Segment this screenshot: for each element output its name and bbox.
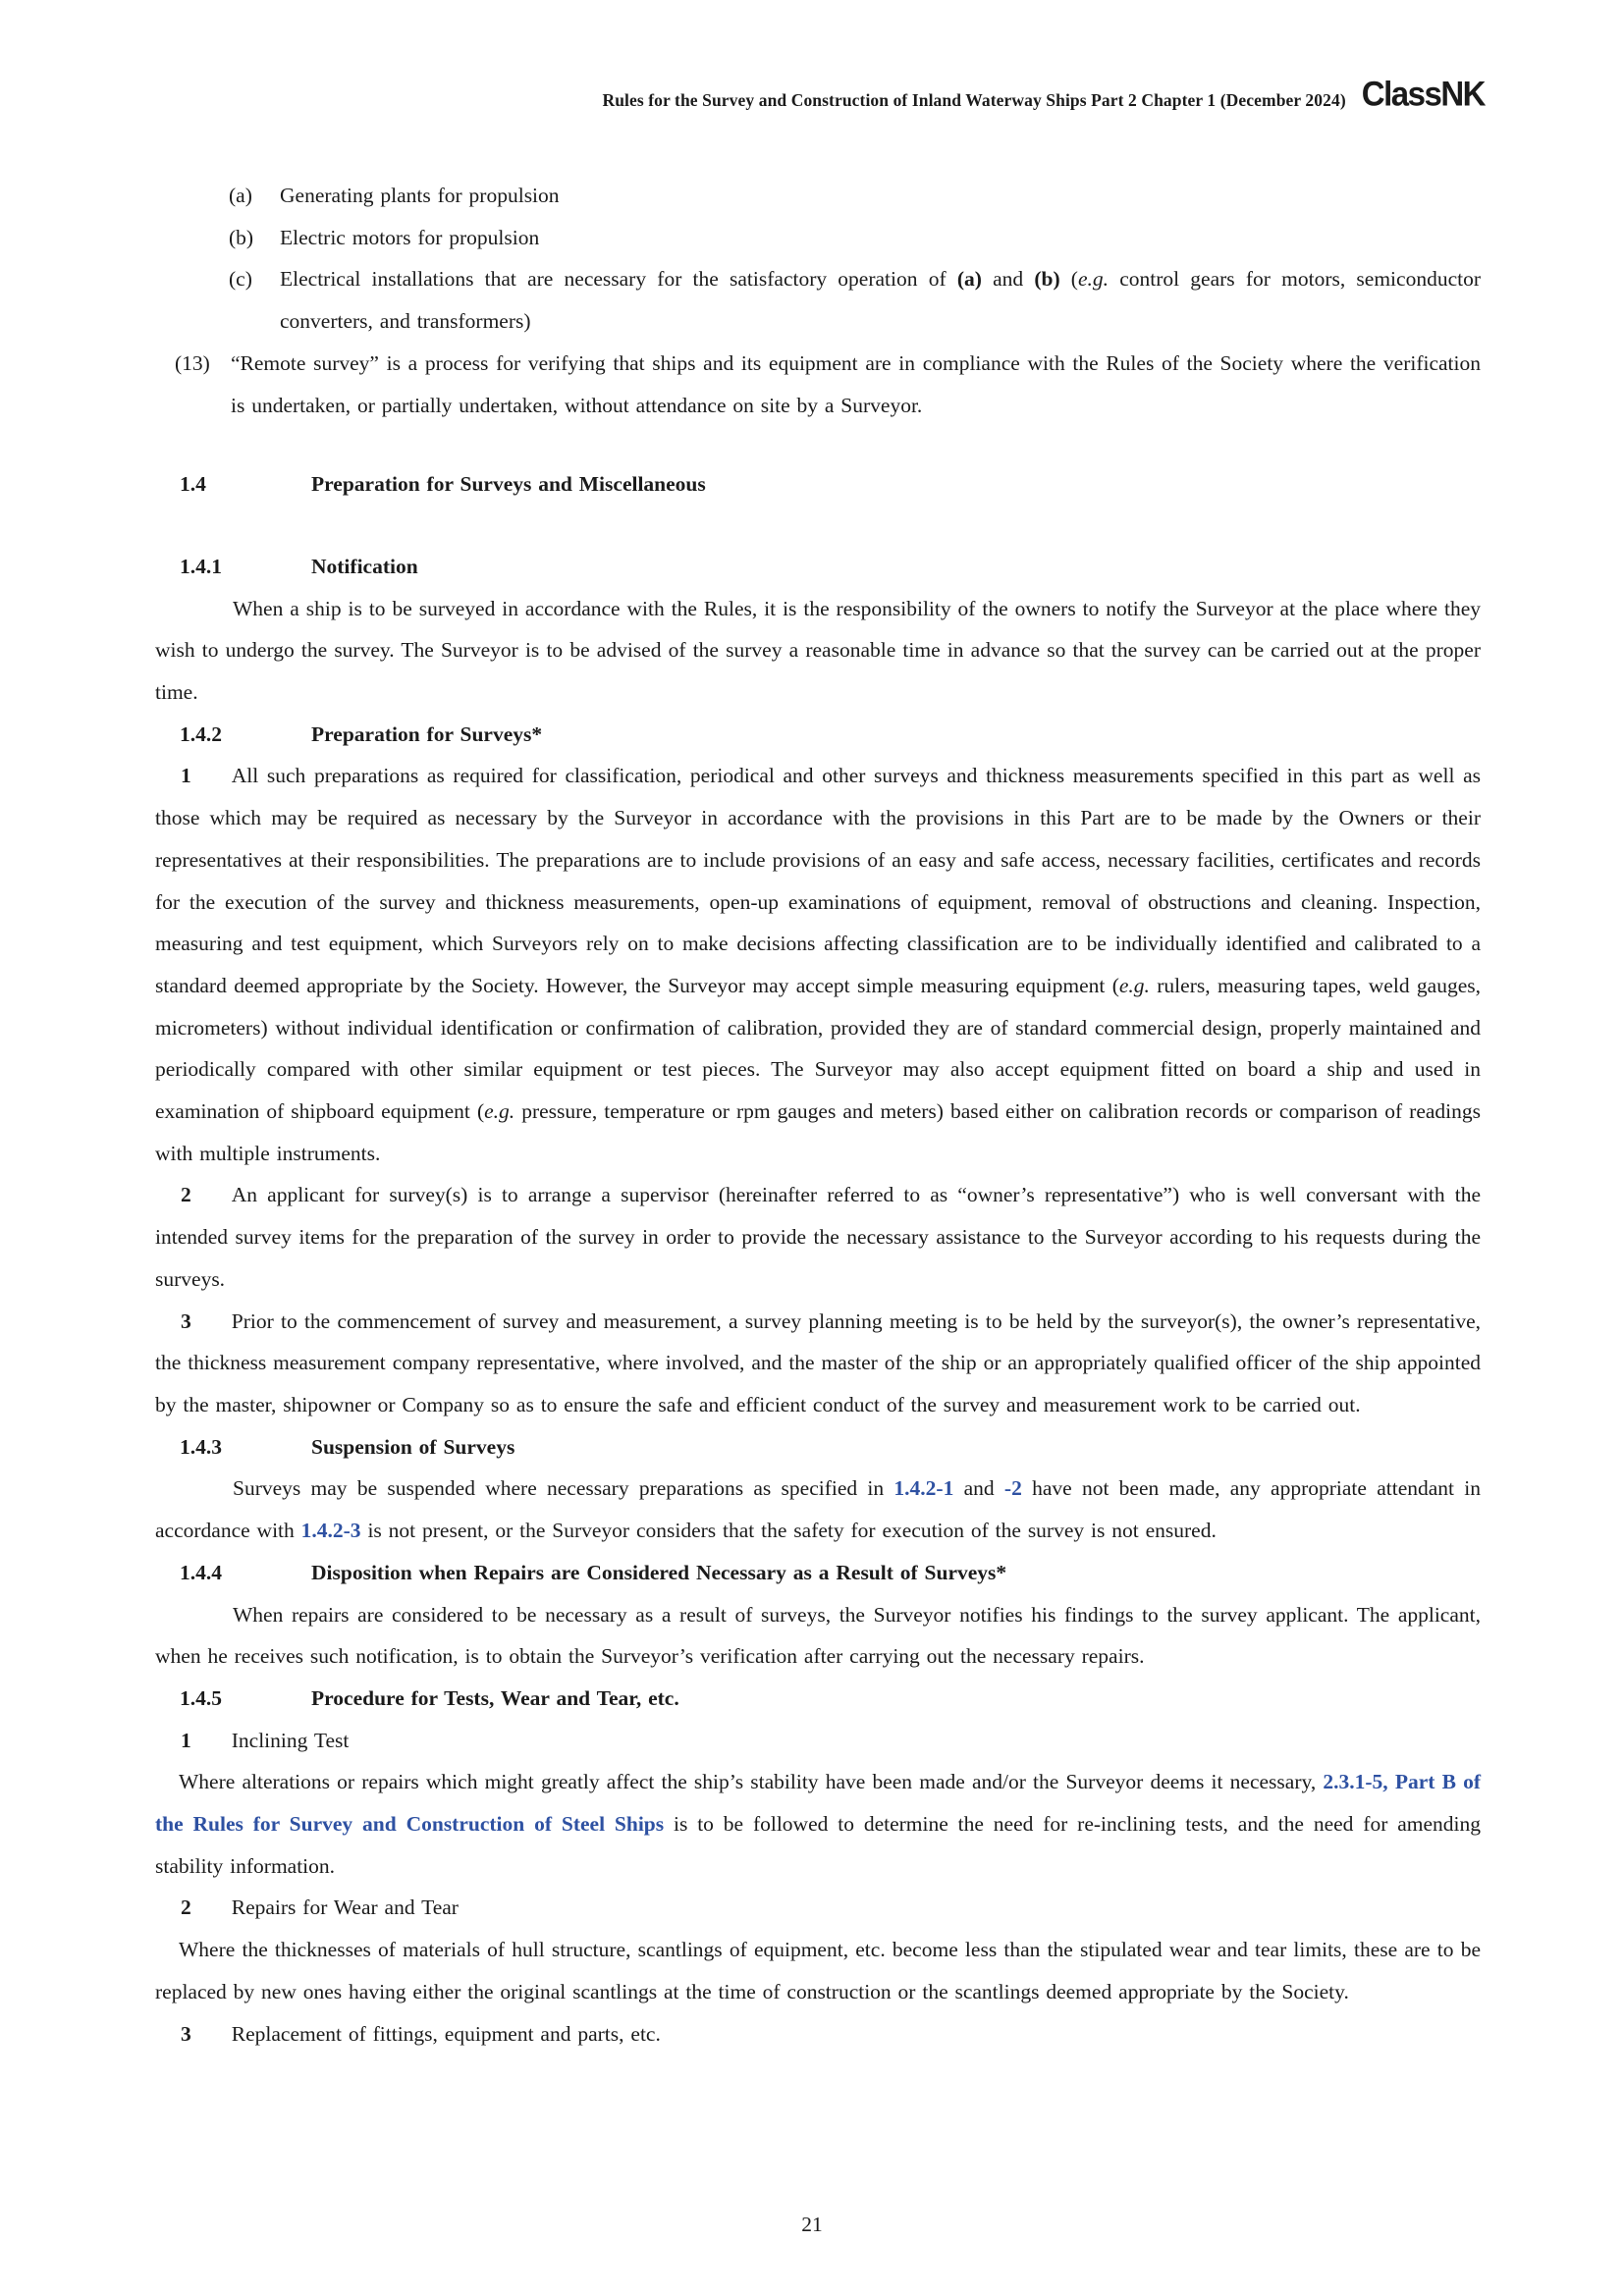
list-item-label: (b) (229, 225, 254, 249)
subitem-number: 2 (181, 1896, 191, 1920)
section-heading-1-4 (180, 463, 1481, 506)
list-item-a (155, 175, 1481, 217)
list-item-b (155, 217, 1481, 259)
subitem-inclining-test (155, 1720, 1481, 1762)
section-title: Preparation for Surveys and Miscellaneous (311, 472, 706, 497)
section-number: 1.4.3 (180, 1434, 222, 1459)
section-number: 1.4.1 (180, 554, 222, 578)
paragraph-notification: When a ship is to be surveyed in accordance with the Rules, it is the responsibility of the owners to notify the Surveyor at the place where they wish to undergo the survey. The Surveyor is to be advised of the survey a reasonable time in advance so that the survey can be carried out at the proper time. (155, 596, 1481, 705)
paragraph-number: 1 (181, 764, 191, 788)
subitem-replacement (155, 2013, 1481, 2056)
classnk-logo: ClassNK (1361, 73, 1485, 113)
list-item-label: (13) (175, 350, 210, 375)
subitem-heading: Inclining Test (231, 1728, 350, 1752)
section-title: Procedure for Tests, Wear and Tear, etc. (311, 1685, 679, 1710)
page-header (0, 0, 1624, 114)
paragraph-number: 2 (181, 1183, 191, 1207)
section-title: Suspension of Surveys (311, 1434, 515, 1459)
list-item-label: (c) (229, 267, 252, 292)
page-number: 21 (801, 2213, 823, 2236)
list-item-13 (155, 343, 1481, 426)
section-number: 1.4.4 (180, 1560, 222, 1584)
list-item-c (155, 258, 1481, 342)
subitem-heading: Repairs for Wear and Tear (231, 1896, 459, 1920)
section-number: 1.4 (180, 472, 206, 497)
section-number: 1.4.2 (180, 721, 222, 746)
list-item-label: (a) (229, 184, 252, 207)
header-title: Rules for the Survey and Construction of Inland Waterway Ships Part 2 Chapter 1 (December 2024) (602, 90, 1346, 110)
paragraph-suspension: Surveys may be suspended where necessary preparations as specified in 1.4.2-1 and -2 have not been made, any appropriate attendant in accordance with 1.4.2-3 is not present, or the Surveyor considers that the safety for execution of the survey is not ensured. (155, 1476, 1481, 1543)
paragraph-number: 3 (181, 1308, 191, 1333)
paragraph-disposition: When repairs are considered to be necessary as a result of surveys, the Surveyor notifies his findings to the survey applicant. The applicant, when he receives such notification, is to obtain the Surveyor’s verification after carrying out the necessary repairs. (155, 1602, 1481, 1669)
document-body (0, 175, 1624, 2055)
cross-reference-link[interactable]: 2.3.1-5, Part B of the Rules for Survey and Construction of Steel Ships (155, 1770, 1481, 1837)
section-title: Preparation for Surveys* (311, 721, 543, 746)
subitem-number: 3 (181, 2021, 191, 2046)
subitem-heading: Replacement of fittings, equipment and parts, etc. (231, 2021, 661, 2046)
list-item-text: Electrical installations that are necessary for the satisfactory operation of (a) and (b) (e.g. control gears for motors, semiconductor converters, and transformers) (280, 267, 1481, 334)
paragraph-preparation-1: 1 All such preparations as required for classification, periodical and other surveys and thickness measurements specified in this part as well as those which may be required as necessary by the Surveyor in accordance with the provisions in this Part are to be made by the Owners or their representatives at their responsibilities. The preparations are to include provisions of an easy and safe access, necessary facilities, certificates and records for the execution of the survey and thickness measurements, open-up examinations of equipment, removal of obstructions and cleaning. Inspection, measuring and test equipment, which Surveyors rely on to make decisions affecting classification are to be individually identified and calibrated to a standard deemed appropriate by the Society. However, the Surveyor may accept simple measuring equipment (e.g. rulers, measuring tapes, weld gauges, micrometers) without individual identification or confirmation of calibration, provided they are of standard commercial design, properly maintained and periodically compared with other similar equipment or test pieces. The Surveyor may also accept equipment fitted on board a ship and used in examination of shipboard equipment (e.g. pressure, temperature or rpm gauges and meters) based either on calibration records or comparison of readings with multiple instruments. (155, 764, 1481, 1165)
section-number: 1.4.5 (180, 1685, 222, 1710)
paragraph-preparation-3: 3 Prior to the commencement of survey and measurement, a survey planning meeting is to be held by the surveyor(s), the owner’s representative, the thickness measurement company representative, where involved, and the master of the ship or an appropriately qualified officer of the ship appointed by the master, shipowner or Company so as to ensure the safe and efficient conduct of the survey and measurement work to be carried out. (155, 1308, 1481, 1416)
section-title: Notification (311, 554, 418, 578)
section-title: Disposition when Repairs are Considered Necessary as a Result of Surveys* (311, 1560, 1007, 1584)
paragraph-preparation-2: 2 An applicant for survey(s) is to arrange a supervisor (hereinafter referred to as “owner’s representative”) who is well conversant with the intended survey items for the preparation of the survey in order to provide the necessary assistance to the Surveyor according to his requests during the surveys. (155, 1183, 1481, 1291)
cross-reference-link[interactable]: -2 (1003, 1476, 1022, 1501)
section-heading-1-4-4 (180, 1552, 1481, 1594)
section-heading-1-4-1 (180, 546, 1481, 588)
paragraph-inclining-test: Where alterations or repairs which might greatly affect the ship’s stability have been made and/or the Surveyor deems it necessary, 2.3.1-5, Part B of the Rules for Survey and Construction of Steel Ships is to be followed to determine the need for re-inclining tests, and the need for amending stability information. (155, 1770, 1481, 1878)
section-heading-1-4-2 (180, 714, 1481, 756)
section-heading-1-4-5 (180, 1678, 1481, 1720)
cross-reference-link[interactable]: 1.4.2-1 (893, 1476, 954, 1501)
subitem-repairs-wear-tear (155, 1887, 1481, 1929)
section-heading-1-4-3 (180, 1426, 1481, 1468)
paragraph-repairs-wear-tear: Where the thicknesses of materials of hull structure, scantlings of equipment, etc. become less than the stipulated wear and tear limits, these are to be replaced by new ones having either the original scantlings at the time of construction or the scantlings deemed appropriate by the Society. (155, 1938, 1481, 2003)
subitem-number: 1 (181, 1728, 191, 1752)
list-item-text: Electric motors for propulsion (280, 225, 540, 249)
list-item-text: “Remote survey” is a process for verifying that ships and its equipment are in compliance with the Rules of the Society where the verification is undertaken, or partially undertaken, without attendance on site by a Surveyor. (231, 350, 1481, 417)
list-item-text: Generating plants for propulsion (280, 184, 560, 207)
cross-reference-link[interactable]: 1.4.2-3 (300, 1519, 361, 1543)
